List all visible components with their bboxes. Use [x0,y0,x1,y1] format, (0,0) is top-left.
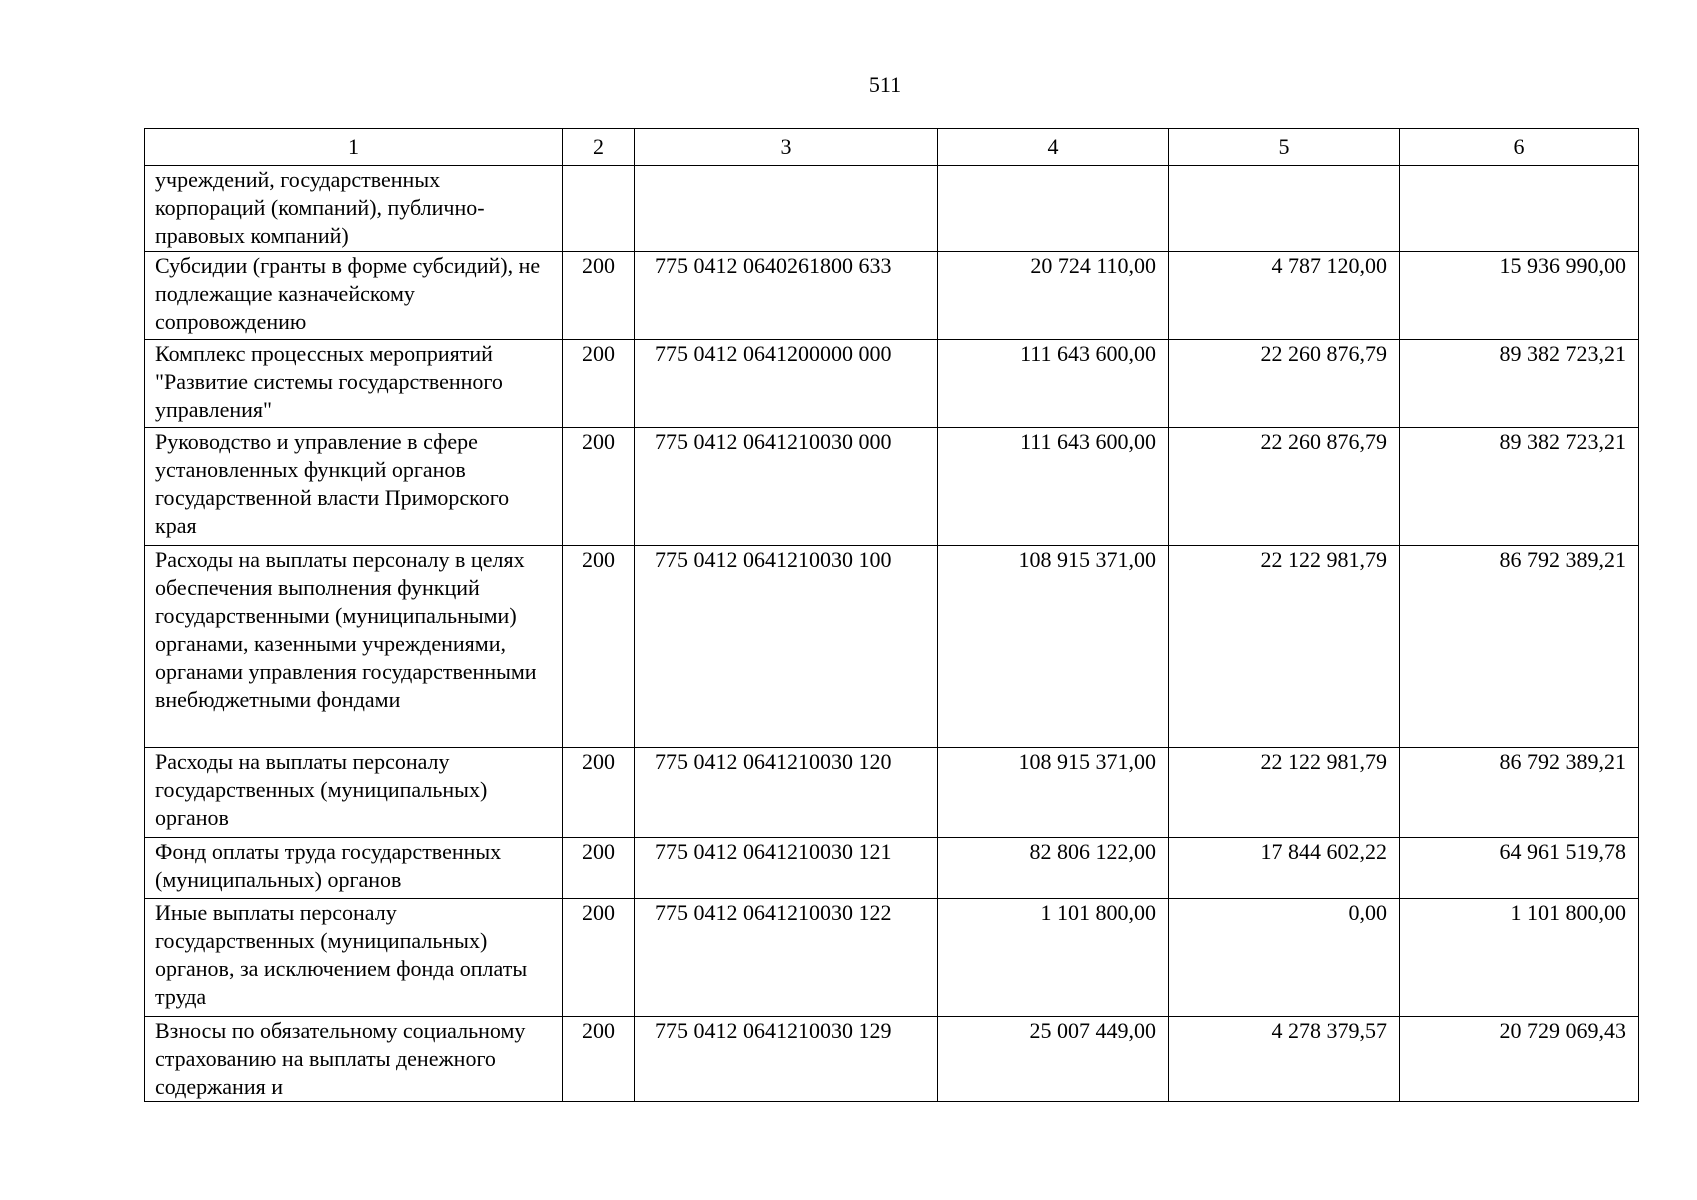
row-col5-amount: 22 260 876,79 [1169,428,1400,546]
row-col4-amount [938,166,1169,252]
row-description: Расходы на выплаты персоналу государственных (муниципальных) органов [145,748,563,838]
row-col2-value: 200 [563,252,635,340]
row-col6-amount: 89 382 723,21 [1400,340,1639,428]
row-col4-amount: 25 007 449,00 [938,1017,1169,1102]
table-row [145,899,1639,1017]
row-col4-amount: 111 643 600,00 [938,340,1169,428]
row-col2-value [563,166,635,252]
row-col5-amount: 17 844 602,22 [1169,838,1400,899]
row-description: Иные выплаты персоналу государственных (муниципальных) органов, за исключением фонда оплаты труда [145,899,563,1017]
row-budget-code: 775 0412 0641210030 100 [635,546,938,748]
row-budget-code: 775 0412 0641210030 129 [635,1017,938,1102]
row-col6-amount: 86 792 389,21 [1400,748,1639,838]
row-description: Фонд оплаты труда государственных (муниципальных) органов [145,838,563,899]
row-col6-amount: 86 792 389,21 [1400,546,1639,748]
row-col5-amount [1169,166,1400,252]
column-header-3: 3 [635,129,938,166]
table-row [145,166,1639,252]
row-col5-amount: 22 122 981,79 [1169,546,1400,748]
row-budget-code: 775 0412 0641210030 000 [635,428,938,546]
row-description: Взносы по обязательному социальному страхованию на выплаты денежного содержания и [145,1017,563,1102]
table-row [145,340,1639,428]
row-budget-code: 775 0412 0641210030 120 [635,748,938,838]
table-row [145,546,1639,748]
row-description: Расходы на выплаты персоналу в целях обеспечения выполнения функций государственными (муниципальными) органами, казенными учреждениями, органами управления государственными внебюджетными фондами [145,546,563,748]
column-header-4: 4 [938,129,1169,166]
row-col4-amount: 108 915 371,00 [938,748,1169,838]
column-header-1: 1 [145,129,563,166]
row-col5-amount: 4 787 120,00 [1169,252,1400,340]
row-col5-amount: 0,00 [1169,899,1400,1017]
budget-table [144,128,1639,1102]
table-row [145,748,1639,838]
row-col6-amount: 15 936 990,00 [1400,252,1639,340]
row-col6-amount: 1 101 800,00 [1400,899,1639,1017]
row-col6-amount: 64 961 519,78 [1400,838,1639,899]
row-budget-code: 775 0412 0641200000 000 [635,340,938,428]
row-col2-value: 200 [563,899,635,1017]
table-row [145,1017,1639,1102]
row-col4-amount: 1 101 800,00 [938,899,1169,1017]
column-header-2: 2 [563,129,635,166]
row-col2-value: 200 [563,428,635,546]
row-col4-amount: 111 643 600,00 [938,428,1169,546]
row-description: Субсидии (гранты в форме субсидий), не подлежащие казначейскому сопровождению [145,252,563,340]
row-col2-value: 200 [563,340,635,428]
row-col2-value: 200 [563,838,635,899]
row-description: Руководство и управление в сфере установленных функций органов государственной власти Приморского края [145,428,563,546]
row-col4-amount: 108 915 371,00 [938,546,1169,748]
row-col5-amount: 22 260 876,79 [1169,340,1400,428]
row-col2-value: 200 [563,1017,635,1102]
column-header-6: 6 [1400,129,1639,166]
row-col6-amount: 20 729 069,43 [1400,1017,1639,1102]
header-row [145,129,1639,166]
row-description: учреждений, государственных корпораций (компаний), публично-правовых компаний) [145,166,563,252]
table-body [145,166,1639,1102]
table-row [145,838,1639,899]
row-budget-code [635,166,938,252]
row-col5-amount: 22 122 981,79 [1169,748,1400,838]
row-budget-code: 775 0412 0640261800 633 [635,252,938,340]
table-header [145,129,1639,166]
column-header-5: 5 [1169,129,1400,166]
row-budget-code: 775 0412 0641210030 121 [635,838,938,899]
table-row [145,252,1639,340]
row-col4-amount: 82 806 122,00 [938,838,1169,899]
row-budget-code: 775 0412 0641210030 122 [635,899,938,1017]
row-col2-value: 200 [563,748,635,838]
row-description: Комплекс процессных мероприятий "Развитие системы государственного управления" [145,340,563,428]
row-col6-amount: 89 382 723,21 [1400,428,1639,546]
row-col2-value: 200 [563,546,635,748]
row-col4-amount: 20 724 110,00 [938,252,1169,340]
row-col5-amount: 4 278 379,57 [1169,1017,1400,1102]
table-row [145,428,1639,546]
page-number: 511 [868,72,902,97]
row-col6-amount [1400,166,1639,252]
